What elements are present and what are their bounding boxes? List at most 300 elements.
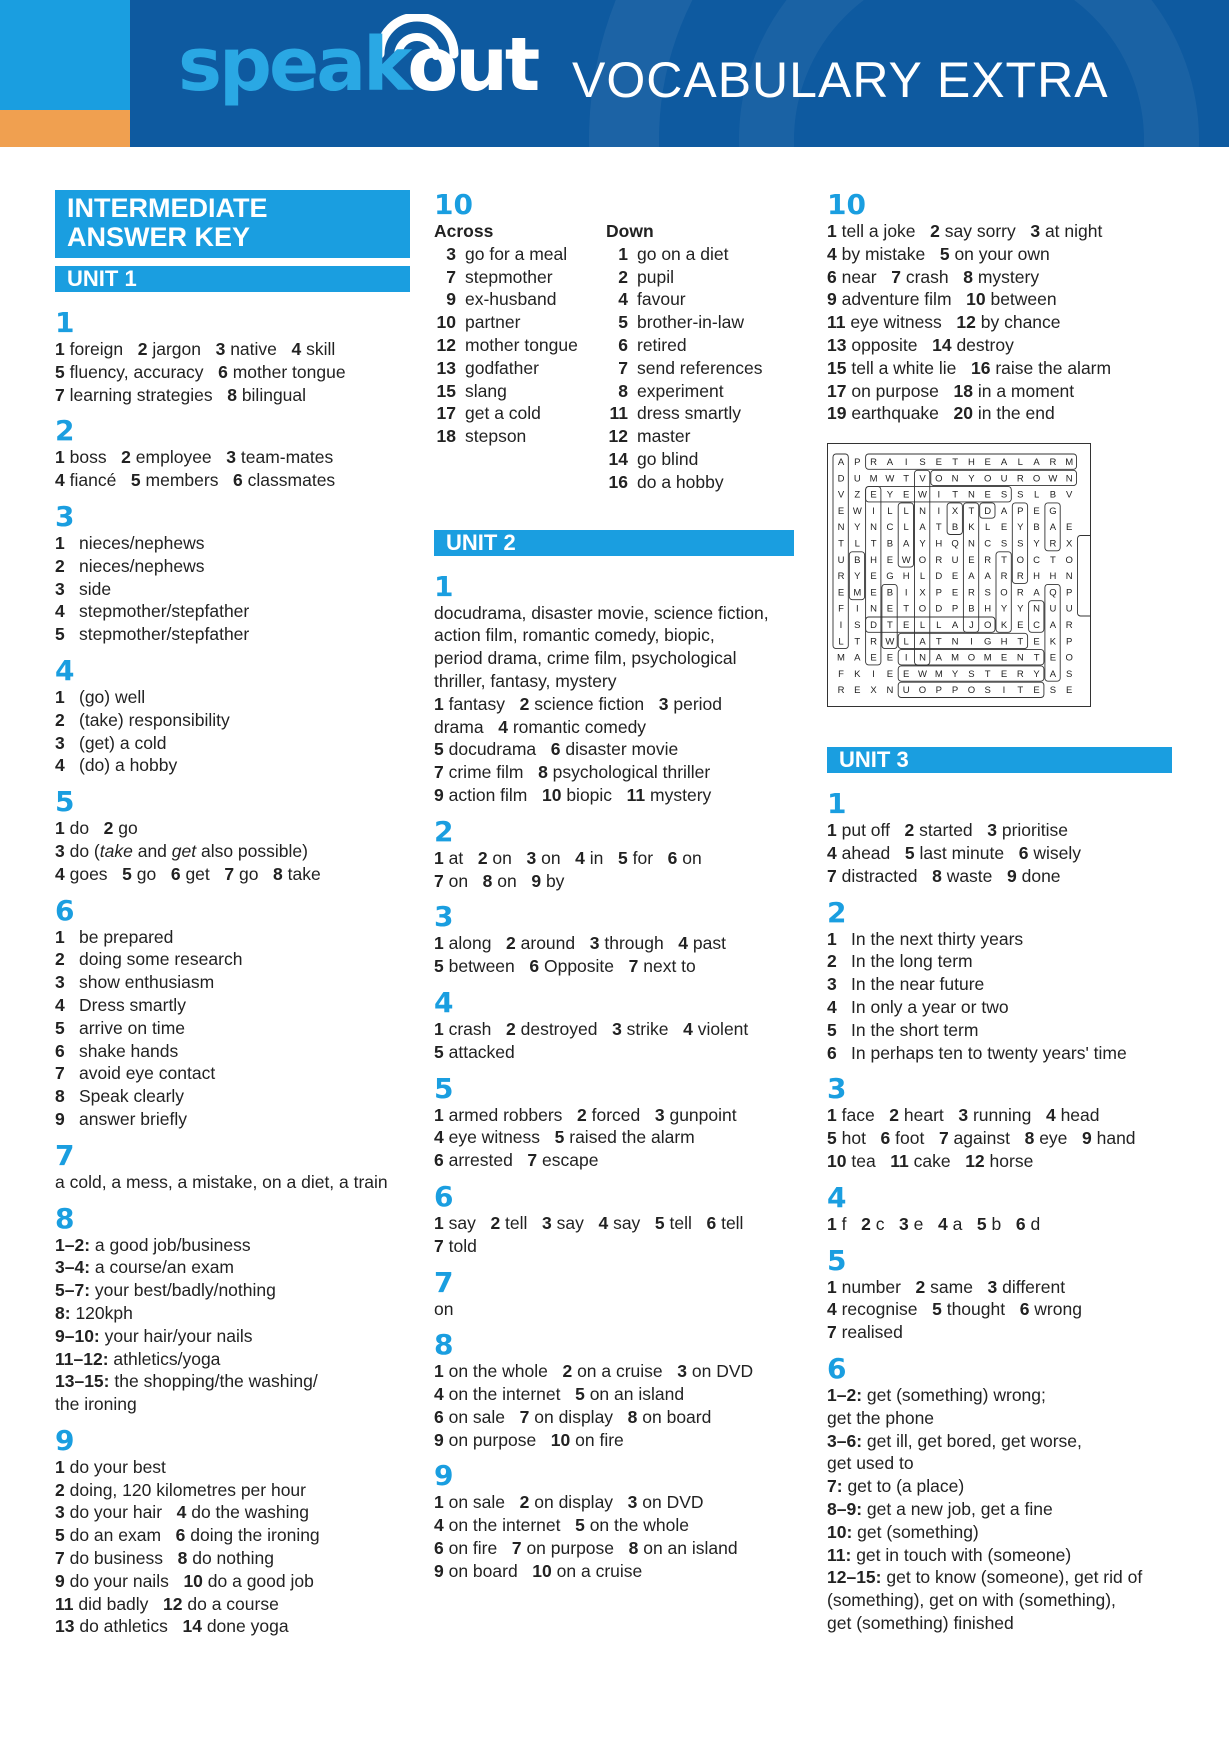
answer-line <box>434 761 794 784</box>
answer-text: get <box>185 863 210 884</box>
u1-s8-answers <box>55 1234 410 1394</box>
answer-text: go <box>136 863 157 884</box>
section-number: 7 <box>434 1265 454 1299</box>
wordsearch-letter: D <box>870 620 878 632</box>
answer-line <box>434 1104 794 1127</box>
wordsearch-letter: E <box>1000 669 1008 681</box>
item-number: 3 <box>446 243 456 264</box>
wordsearch-letter: K <box>1049 636 1057 648</box>
answer-text: near <box>841 266 877 287</box>
answer-text: classmates <box>247 470 336 491</box>
list-item <box>55 1062 410 1085</box>
wordsearch-letter: H <box>935 538 943 550</box>
answer-number: 12–15: <box>827 1567 882 1588</box>
answer-text: armed robbers <box>448 1104 563 1125</box>
answer-text: on display <box>534 1492 614 1513</box>
answer-line <box>55 1348 410 1371</box>
u2-s1-genres <box>434 602 794 693</box>
answer-text: wisely <box>1033 842 1081 863</box>
answer-text: on DVD <box>691 1361 754 1382</box>
answer-text: on sale <box>448 1406 506 1427</box>
answer-number: 1–2: <box>827 1384 863 1405</box>
section-number: 3 <box>55 499 75 533</box>
answer-line <box>827 1298 1172 1321</box>
answer-number: 4 <box>1045 1105 1056 1126</box>
answer-number: 12 <box>965 1150 985 1171</box>
answer-number: 17 <box>827 380 847 401</box>
answer-line <box>827 334 1172 357</box>
answer-number: 5 <box>904 842 915 863</box>
wordsearch-letter: U <box>1065 603 1073 615</box>
wordsearch-letter: J <box>969 620 974 632</box>
answer-number: 2 <box>904 820 915 841</box>
answer-text: period <box>673 693 723 714</box>
list-item <box>55 555 410 578</box>
answer-number: 9 <box>55 1570 65 1591</box>
wordsearch-letter: T <box>870 538 877 550</box>
answer-line <box>55 1370 410 1393</box>
answer-text: members <box>145 470 219 491</box>
answer-number: 5 <box>122 863 132 884</box>
wordsearch-letter: L <box>903 522 909 534</box>
answer-text: crime film <box>448 762 524 783</box>
u2-s6-answers <box>434 1212 794 1258</box>
wordsearch-letter: N <box>870 603 878 615</box>
answer-line <box>434 1360 794 1383</box>
answer-text: on a cruise <box>556 1560 643 1581</box>
answer-line <box>434 955 794 978</box>
wordsearch-letter: M <box>951 652 960 664</box>
wordsearch-letter: I <box>855 603 859 615</box>
wordsearch-letter: T <box>952 489 959 501</box>
answer-text: tell <box>721 1212 744 1233</box>
wordsearch-letter: B <box>886 587 894 599</box>
list-item <box>606 243 778 266</box>
wordsearch-letter: L <box>985 522 991 534</box>
answer-line <box>55 1570 410 1593</box>
wordsearch-letter: R <box>1065 620 1073 632</box>
item-text: answer briefly <box>79 1108 187 1129</box>
answer-number: 9 <box>827 289 837 310</box>
item-number: 4 <box>55 994 65 1015</box>
answer-number: 12 <box>956 312 976 333</box>
item-number: 13 <box>436 357 456 378</box>
answer-line <box>827 1475 1172 1498</box>
u2-s9-answers <box>434 1491 794 1582</box>
section-number: 7 <box>55 1138 75 1172</box>
answer-number: 19 <box>827 403 847 424</box>
list-item <box>55 1085 410 1108</box>
answer-number: 12 <box>163 1593 183 1614</box>
wordsearch-letter: W <box>918 669 927 681</box>
answer-number: 8 <box>932 865 942 886</box>
answer-number: 3 <box>658 693 669 714</box>
item-text: Dress smartly <box>79 994 186 1015</box>
wordsearch-letter: T <box>1017 685 1024 697</box>
answer-text: action film <box>448 784 528 805</box>
wordsearch-letter: V <box>837 489 845 501</box>
answer-line <box>434 932 794 955</box>
wordsearch-letter: N <box>951 473 959 485</box>
u1-s2-answers <box>55 446 410 492</box>
answer-text: running <box>972 1105 1032 1126</box>
answer-number: 11 <box>890 1150 909 1171</box>
wordsearch-letter: G <box>984 636 992 648</box>
answer-line <box>827 1150 1172 1173</box>
across-label: Across <box>434 221 494 241</box>
answer-number: 13 <box>55 1616 75 1637</box>
list-item <box>434 266 606 289</box>
answer-number: 9 <box>434 784 444 805</box>
wordsearch-letter: E <box>886 669 894 681</box>
answer-text: 120kph <box>75 1302 133 1323</box>
section-number: 10 <box>434 188 473 221</box>
wordsearch-letter: I <box>872 669 875 681</box>
wordsearch-letter: O <box>967 652 976 664</box>
answer-text: get in touch with (someone) <box>856 1544 1072 1565</box>
wordsearch-letter: N <box>967 489 975 501</box>
wordsearch-svg <box>828 444 1090 706</box>
wordsearch-letter: R <box>1016 669 1024 681</box>
answer-text: disaster movie <box>565 739 679 760</box>
wordsearch-letter: T <box>886 620 893 632</box>
answer-number: 6 <box>1015 1213 1026 1234</box>
item-text: be prepared <box>79 926 174 947</box>
answer-text: horse <box>989 1150 1034 1171</box>
wordsearch-letter: A <box>886 457 894 469</box>
wordsearch-letter: Y <box>1033 669 1040 681</box>
wordsearch-letter: A <box>1000 457 1008 469</box>
wordsearch-letter: F <box>838 669 844 681</box>
answer-number: 10 <box>550 1429 571 1450</box>
answer-number: 7: <box>827 1476 843 1497</box>
answer-line <box>827 357 1172 380</box>
wordsearch-letter: R <box>967 587 975 599</box>
answer-text: (something), get on with (something), <box>827 1590 1116 1611</box>
answer-text: destroy <box>956 334 1014 355</box>
wordsearch-letter: A <box>903 538 910 550</box>
list-item <box>55 1040 410 1063</box>
wordsearch-letter: R <box>870 636 878 648</box>
answer-number: 4 <box>55 470 65 491</box>
wordsearch-letter: W <box>918 489 927 501</box>
item-number: 12 <box>608 426 628 447</box>
answer-text: get <box>171 840 197 861</box>
wordsearch-letter: O <box>918 685 927 697</box>
answer-line <box>827 380 1172 403</box>
answer-line <box>434 693 794 716</box>
item-text: go blind <box>637 448 699 469</box>
down-label: Down <box>606 221 654 241</box>
wordsearch-letter: E <box>1049 652 1057 664</box>
answer-text: f <box>841 1213 847 1234</box>
answer-text: hot <box>841 1128 866 1149</box>
answer-number: 2 <box>506 1018 516 1039</box>
answer-number: 4 <box>55 863 65 884</box>
section-number: 2 <box>434 814 454 848</box>
wordsearch-letter: D <box>935 571 943 583</box>
page-title: VOCABULARY EXTRA <box>572 52 1109 108</box>
answer-line <box>55 361 410 384</box>
wordsearch-grid <box>827 443 1091 707</box>
list-item <box>55 686 410 709</box>
answer-number: 3 <box>899 1213 909 1234</box>
answer-text: on display <box>534 1406 614 1427</box>
answer-number: 18 <box>953 380 973 401</box>
answer-line <box>827 243 1172 266</box>
answer-number: 2 <box>930 221 940 241</box>
u3-s2-answers <box>827 928 1172 1065</box>
answer-number: 1 <box>827 820 837 841</box>
wordsearch-letter: N <box>919 652 926 664</box>
answer-number: 3 <box>526 847 537 868</box>
answer-text: b <box>991 1213 1002 1234</box>
wordsearch-letter: O <box>918 603 927 615</box>
list-item <box>55 709 410 732</box>
item-number: 3 <box>827 974 837 995</box>
wordsearch-letter: E <box>968 554 975 566</box>
answer-number: 10 <box>966 289 986 310</box>
wordsearch-letter: A <box>968 571 975 583</box>
wordsearch-letter: E <box>903 620 910 632</box>
answer-number: 4 <box>827 842 837 863</box>
answer-line <box>434 1018 794 1041</box>
item-text: dress smartly <box>637 403 742 424</box>
answer-text: at night <box>1044 221 1103 241</box>
item-text: doing some research <box>79 949 243 970</box>
answer-line <box>827 1213 1172 1236</box>
answer-number: 7 <box>55 1548 65 1569</box>
wordsearch-letter: Y <box>919 538 926 550</box>
item-text: (do) a hobby <box>79 755 178 776</box>
section-number: 6 <box>827 1351 847 1385</box>
answer-number: 5 <box>932 1299 942 1320</box>
answer-number: 2 <box>506 933 516 954</box>
answer-text: do your best <box>69 1456 166 1477</box>
answer-number: 7 <box>891 266 901 287</box>
answer-number: 1–2: <box>55 1234 91 1255</box>
answer-line <box>55 1524 410 1547</box>
answer-number: 3 <box>612 1018 622 1039</box>
answer-text: between <box>448 956 515 977</box>
answer-text: tell a white lie <box>851 357 957 378</box>
answer-number: 8 <box>273 863 283 884</box>
item-number: 8 <box>618 380 628 401</box>
answer-line <box>827 311 1172 334</box>
answer-text: earthquake <box>851 403 939 424</box>
unit-1-bar: UNIT 1 <box>55 266 410 292</box>
wordsearch-letter: C <box>984 538 992 550</box>
item-number: 3 <box>55 972 65 993</box>
answer-number: 13–15: <box>55 1371 110 1392</box>
section-number: 4 <box>434 985 454 1019</box>
answer-number: 9–10: <box>55 1325 100 1346</box>
wordsearch-letter: B <box>1049 489 1057 501</box>
answer-number: 6 <box>667 847 678 868</box>
wordsearch-letter: E <box>870 489 877 501</box>
answer-text: eye witness <box>850 312 942 333</box>
wordsearch-letter: S <box>1000 489 1008 501</box>
wordsearch-letter: W <box>885 473 895 485</box>
answer-number: 6 <box>1018 842 1029 863</box>
answer-text: docudrama <box>448 739 537 760</box>
answer-number: 6 <box>706 1212 717 1233</box>
answer-line <box>434 1429 794 1452</box>
answer-number: 5 <box>434 739 444 760</box>
answer-text: on fire <box>448 1538 498 1559</box>
answer-text: on the internet <box>448 1384 561 1405</box>
list-item <box>55 754 410 777</box>
item-text: mother tongue <box>465 334 578 355</box>
item-number: 2 <box>55 555 65 576</box>
answer-text: on a cruise <box>577 1361 663 1382</box>
answer-text: doing the ironing <box>190 1525 320 1546</box>
answer-text: strike <box>626 1018 669 1039</box>
item-number: 14 <box>608 448 628 469</box>
answer-number: 11–12: <box>55 1348 109 1369</box>
wordsearch-letter: L <box>903 636 909 648</box>
answer-line <box>434 1560 794 1583</box>
wordsearch-letter: P <box>1017 506 1024 518</box>
answer-number: 11 <box>827 312 846 333</box>
wordsearch-letter: H <box>1049 571 1057 583</box>
answer-number: 7 <box>434 1235 444 1256</box>
answer-line <box>827 1321 1172 1344</box>
item-number: 5 <box>55 1017 65 1038</box>
item-number: 7 <box>55 1063 65 1084</box>
wordsearch-letter: O <box>1065 554 1073 566</box>
item-text: show enthusiasm <box>79 972 215 993</box>
wordsearch-letter: A <box>854 652 861 664</box>
answer-text: get to know (someone), get rid of <box>886 1567 1143 1588</box>
answer-number: 7 <box>224 863 235 884</box>
answer-number: 6 <box>170 863 181 884</box>
wordsearch-letter: E <box>903 489 910 501</box>
item-number: 4 <box>55 755 65 776</box>
wordsearch-letter: B <box>951 522 959 534</box>
answer-text: put off <box>841 820 890 841</box>
answer-number: 1 <box>827 1276 837 1297</box>
answer-text: next to <box>643 956 696 977</box>
item-number: 2 <box>55 709 65 730</box>
answer-number: 10: <box>827 1521 853 1542</box>
answer-number: 4 <box>678 933 689 954</box>
answer-number: 5 <box>130 470 141 491</box>
item-number: 6 <box>618 334 628 355</box>
answer-number: 3 <box>215 339 226 359</box>
item-text: favour <box>637 289 686 310</box>
wordsearch-letter: T <box>1033 652 1040 664</box>
item-text: In the short term <box>851 1019 979 1040</box>
wordsearch-letter: R <box>837 685 845 697</box>
answer-number: 7 <box>628 956 639 977</box>
u2-s5-answers <box>434 1104 794 1172</box>
answer-number: 5 <box>827 1128 837 1149</box>
answer-number: 5 <box>434 1041 444 1062</box>
item-text: (go) well <box>79 686 146 707</box>
answer-text: get used to <box>827 1453 914 1474</box>
wordsearch-letter: O <box>1016 554 1024 566</box>
answer-number: 5 <box>976 1213 987 1234</box>
answer-text: on an island <box>589 1384 685 1405</box>
section-number: 1 <box>434 569 454 603</box>
list-item <box>827 1019 1172 1042</box>
item-number: 9 <box>446 289 456 310</box>
answer-text: Opposite <box>543 956 615 977</box>
item-number: 10 <box>436 312 456 333</box>
list-item <box>434 380 606 403</box>
answer-text: tell <box>669 1212 692 1233</box>
item-text: stepson <box>465 426 527 447</box>
answer-number: 4 <box>176 1502 187 1523</box>
answer-line <box>55 1479 410 1502</box>
wordsearch-letter: D <box>935 603 943 615</box>
u1-s4-answers <box>55 686 410 777</box>
answer-text: by <box>545 870 565 891</box>
answer-text: mystery <box>650 784 712 805</box>
answer-number: 6 <box>218 361 228 382</box>
wordsearch-letter: G <box>1049 506 1057 518</box>
section-number: 3 <box>827 1072 847 1106</box>
wordsearch-letter: T <box>935 522 942 534</box>
wordsearch-letter: R <box>984 554 992 566</box>
item-number: 17 <box>436 403 456 424</box>
section-number: 9 <box>434 1459 454 1493</box>
answer-number: 1 <box>827 221 837 241</box>
item-text: shake hands <box>79 1040 179 1061</box>
wordsearch-letter: I <box>839 620 843 632</box>
answer-text: do the washing <box>191 1502 309 1523</box>
answer-number: 1 <box>434 933 444 954</box>
wordsearch-letter: L <box>838 636 844 648</box>
wordsearch-letter: S <box>854 620 861 632</box>
answer-line <box>827 220 1172 243</box>
wordsearch-letter: P <box>935 685 942 697</box>
item-text: master <box>637 426 691 447</box>
answer-number: 3 <box>1030 221 1041 241</box>
answer-number: 8 <box>482 870 493 891</box>
unit-3-bar: UNIT 3 <box>827 747 1172 773</box>
answer-text: crash <box>905 266 949 287</box>
answer-text: destroyed <box>520 1018 598 1039</box>
answer-text: prioritise <box>1001 820 1068 841</box>
answer-text: distracted <box>841 865 918 886</box>
answer-text: between <box>990 289 1057 310</box>
answer-number: 4 <box>434 1127 444 1148</box>
answer-number: 4 <box>598 1212 609 1233</box>
wordsearch-letter: P <box>951 603 959 615</box>
answer-number: 1 <box>55 818 65 839</box>
answer-text: in the end <box>977 403 1055 424</box>
u2-s3-answers <box>434 932 794 978</box>
answer-text: last minute <box>919 842 1005 863</box>
answer-text: take <box>99 840 133 861</box>
answer-number: 5 <box>939 243 950 264</box>
wordsearch-letter: R <box>870 457 878 469</box>
list-item <box>55 926 410 949</box>
item-number: 4 <box>55 601 65 622</box>
wordsearch-letter: E <box>1000 652 1008 664</box>
section-number: 5 <box>827 1243 847 1277</box>
wordsearch-highlight <box>866 617 995 632</box>
answer-text: also possible) <box>196 840 308 861</box>
banner-orange-tab <box>0 110 130 147</box>
list-item <box>606 288 778 311</box>
item-number: 1 <box>55 686 65 707</box>
item-number: 4 <box>618 289 628 310</box>
answer-number: 7 <box>55 384 65 405</box>
answer-number: 2 <box>889 1105 900 1126</box>
